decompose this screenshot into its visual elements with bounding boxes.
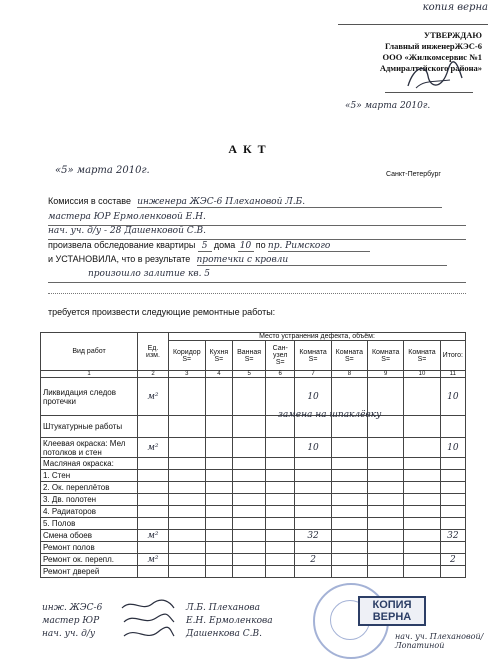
col-num: 5 — [233, 371, 266, 378]
empty-cell — [331, 566, 367, 578]
empty-cell — [404, 494, 440, 506]
empty-cell — [266, 554, 295, 566]
empty-cell — [233, 506, 266, 518]
col-num: 2 — [138, 371, 169, 378]
street-label: по — [255, 240, 266, 250]
total-cell — [440, 566, 465, 578]
empty-cell — [169, 470, 206, 482]
signature-right: нач. уч. Плехановой/Лопатиной — [395, 632, 484, 650]
col-num: 1 — [41, 371, 138, 378]
repair-label: требуется произвести следующие ремонтные работы: — [48, 307, 276, 317]
table-row — [41, 554, 466, 566]
room-1-cell — [295, 470, 331, 482]
empty-cell — [233, 378, 266, 416]
table-row — [41, 542, 466, 554]
result-cause: протечки с кровли — [197, 255, 447, 266]
table-row — [41, 530, 466, 542]
commission-member-1: инженера ЖЭС-6 Плехановой Л.Б. — [137, 197, 442, 208]
apartment-number: 5 — [198, 241, 212, 252]
table-row — [41, 438, 466, 458]
empty-cell — [368, 530, 404, 542]
work-name: 5. Полов — [41, 518, 138, 530]
city: Санкт-Петербург — [386, 171, 441, 178]
empty-cell — [331, 518, 367, 530]
empty-cell — [266, 494, 295, 506]
table-row — [41, 378, 466, 416]
empty-cell — [266, 542, 295, 554]
total-cell — [440, 482, 465, 494]
room-1-cell — [295, 542, 331, 554]
work-name: 1. Стен — [41, 470, 138, 482]
empty-cell — [233, 416, 266, 438]
empty-cell — [368, 470, 404, 482]
col-room-2: Комната S= — [331, 341, 367, 371]
empty-cell — [205, 378, 233, 416]
empty-cell — [404, 470, 440, 482]
document-title: АКТ — [228, 142, 272, 156]
act-date: «5» марта 2010г. — [55, 165, 150, 176]
unit-cell — [138, 470, 169, 482]
empty-cell — [169, 438, 206, 458]
empty-cell — [266, 470, 295, 482]
empty-cell — [331, 506, 367, 518]
table-row — [41, 416, 466, 438]
empty-cell — [404, 378, 440, 416]
total-cell — [440, 518, 465, 530]
table-row — [41, 482, 466, 494]
col-room-4: Комната S= — [404, 341, 440, 371]
work-name: 4. Радиаторов — [41, 506, 138, 518]
unit-cell: м² — [138, 378, 169, 416]
room-1-cell: 10 — [295, 438, 331, 458]
house-label: дома — [213, 240, 236, 250]
empty-cell — [404, 554, 440, 566]
header-unit: Ед. изм. — [138, 333, 169, 371]
empty-cell — [233, 494, 266, 506]
empty-cell — [331, 458, 367, 470]
empty-cell — [233, 566, 266, 578]
unit-cell — [138, 482, 169, 494]
col-corridor: Коридор S= — [169, 341, 206, 371]
unit-cell: м² — [138, 530, 169, 542]
empty-cell — [266, 530, 295, 542]
col-room-3: Комната S= — [368, 341, 404, 371]
work-name: Ремонт ок. перепл. — [41, 554, 138, 566]
total-cell: 2 — [440, 554, 465, 566]
empty-cell — [205, 458, 233, 470]
work-name: Масляная окраска: — [41, 458, 138, 470]
sig-role-1: инж. ЖЭС-6 — [42, 603, 103, 613]
empty-cell — [169, 458, 206, 470]
empty-cell — [233, 542, 266, 554]
empty-cell — [169, 378, 206, 416]
col-num: 4 — [205, 371, 233, 378]
work-name: Ремонт дверей — [41, 566, 138, 578]
empty-cell — [368, 438, 404, 458]
work-name: Смена обоев — [41, 530, 138, 542]
empty-cell — [331, 482, 367, 494]
col-num: 7 — [295, 371, 331, 378]
unit-cell: м² — [138, 554, 169, 566]
unit-cell — [138, 458, 169, 470]
empty-cell — [169, 566, 206, 578]
sig-name-3: Дашенкова С.В. — [186, 629, 262, 639]
copy-stamp — [358, 596, 426, 626]
empty-cell — [169, 482, 206, 494]
result-line — [48, 254, 466, 268]
table-row — [41, 518, 466, 530]
empty-cell — [233, 554, 266, 566]
empty-cell — [233, 518, 266, 530]
result-effect: произошло залитие кв. 5 — [48, 269, 466, 283]
empty-cell — [169, 494, 206, 506]
header-place: Место устранения дефекта, объём: — [169, 333, 466, 341]
col-wc: Сан-узел S= — [266, 341, 295, 371]
row-note: замена на шпаклёвку — [278, 410, 382, 420]
empty-cell — [266, 566, 295, 578]
sig-name-1: Л.Б. Плеханова — [186, 603, 261, 613]
empty-cell — [266, 438, 295, 458]
header-work: Вид работ — [41, 333, 138, 371]
table-row — [41, 566, 466, 578]
room-1-cell — [295, 482, 331, 494]
sig-role-3: нач. уч. д/у — [42, 629, 96, 639]
table-row — [41, 458, 466, 470]
column-numbers — [41, 371, 466, 378]
commission-label: Комиссия в составе — [48, 196, 131, 206]
signature-roles — [42, 602, 102, 641]
empty-cell — [404, 518, 440, 530]
empty-cell — [368, 518, 404, 530]
approval-date: «5» марта 2010г. — [345, 101, 431, 111]
empty-cell — [404, 566, 440, 578]
empty-cell — [169, 416, 206, 438]
empty-cell — [233, 458, 266, 470]
copy-stamp-line-1: КОПИЯ — [372, 599, 412, 611]
commission-line-1 — [48, 196, 466, 210]
empty-cell — [331, 554, 367, 566]
empty-cell — [266, 458, 295, 470]
empty-cell — [331, 542, 367, 554]
col-num: 10 — [404, 371, 440, 378]
empty-cell — [233, 438, 266, 458]
unit-cell: м² — [138, 438, 169, 458]
empty-cell — [205, 438, 233, 458]
copy-stamp-line-2: ВЕРНА — [372, 611, 412, 623]
approver-position: Главный инженерЖЭС-6 — [384, 41, 482, 51]
signature-scribbles — [118, 598, 178, 644]
empty-cell — [404, 506, 440, 518]
col-num: 3 — [169, 371, 206, 378]
empty-cell — [205, 470, 233, 482]
street-name: пр. Римского — [268, 241, 370, 252]
unit-cell — [138, 542, 169, 554]
empty-cell — [368, 554, 404, 566]
col-bath: Ванная S= — [233, 341, 266, 371]
empty-cell — [331, 470, 367, 482]
room-1-cell: 2 — [295, 554, 331, 566]
work-name: Ликвидация следов протечки — [41, 378, 138, 416]
table-row — [41, 470, 466, 482]
empty-cell — [205, 482, 233, 494]
table-body — [41, 378, 466, 578]
unit-cell — [138, 416, 169, 438]
empty-cell — [368, 482, 404, 494]
total-cell — [440, 416, 465, 438]
empty-cell — [266, 482, 295, 494]
unit-cell — [138, 566, 169, 578]
col-kitchen: Кухня S= — [205, 341, 233, 371]
empty-cell — [368, 506, 404, 518]
room-1-cell — [295, 458, 331, 470]
empty-cell — [233, 530, 266, 542]
unit-cell — [138, 494, 169, 506]
room-1-cell — [295, 494, 331, 506]
approver-sign-line — [385, 74, 473, 93]
inspection-label: произвела обследование квартиры — [48, 240, 196, 250]
empty-cell — [404, 530, 440, 542]
empty-cell — [205, 554, 233, 566]
total-cell — [440, 494, 465, 506]
col-room-1: Комната S= — [295, 341, 331, 371]
empty-cell — [205, 530, 233, 542]
work-name: Клеевая окраска: Мел потолков и стен — [41, 438, 138, 458]
unit-cell — [138, 518, 169, 530]
empty-cell — [331, 530, 367, 542]
empty-cell — [266, 518, 295, 530]
empty-cell — [404, 438, 440, 458]
empty-cell — [169, 542, 206, 554]
room-1-cell — [295, 518, 331, 530]
col-total: Итого: — [440, 341, 465, 371]
work-name: 3. Дв. полотен — [41, 494, 138, 506]
work-name: 2. Ок. переплётов — [41, 482, 138, 494]
work-name: Штукатурные работы — [41, 416, 138, 438]
inspection-line — [48, 240, 466, 253]
total-cell: 10 — [440, 438, 465, 458]
total-cell — [440, 458, 465, 470]
col-num: 6 — [266, 371, 295, 378]
commission-member-2: мастера ЮР Ермоленковой Е.Н. — [48, 212, 466, 226]
empty-cell — [169, 518, 206, 530]
sig-name-2: Е.Н. Ермоленкова — [186, 616, 273, 626]
col-num: 8 — [331, 371, 367, 378]
total-cell: 10 — [440, 378, 465, 416]
col-num: 11 — [440, 371, 465, 378]
repair-table — [40, 332, 466, 578]
empty-cell — [205, 566, 233, 578]
empty-cell — [368, 566, 404, 578]
result-label: и УСТАНОВИЛА, что в результате — [48, 254, 191, 264]
approve-label: УТВЕРЖДАЮ — [423, 30, 482, 40]
total-cell: 32 — [440, 530, 465, 542]
empty-cell — [331, 494, 367, 506]
empty-cell — [233, 482, 266, 494]
empty-cell — [368, 542, 404, 554]
empty-cell — [404, 416, 440, 438]
empty-cell — [205, 416, 233, 438]
commission-member-3: нач. уч. д/у - 28 Дашенковой С.В. — [48, 226, 466, 240]
empty-cell — [169, 506, 206, 518]
room-1-cell — [295, 566, 331, 578]
empty-cell — [205, 542, 233, 554]
room-1-cell: 32 — [295, 530, 331, 542]
total-cell — [440, 470, 465, 482]
top-handwritten-note: копия верна — [338, 2, 488, 25]
empty-cell — [404, 458, 440, 470]
room-1-cell — [295, 506, 331, 518]
empty-cell — [331, 438, 367, 458]
empty-cell — [368, 458, 404, 470]
empty-cell — [404, 482, 440, 494]
room-1-cell: 10 — [295, 378, 331, 416]
blank-line — [48, 292, 466, 294]
empty-cell — [169, 530, 206, 542]
total-cell — [440, 506, 465, 518]
approver-org: ООО «Жилкомсервис №1 — [382, 52, 482, 62]
empty-cell — [368, 494, 404, 506]
empty-cell — [233, 470, 266, 482]
table-row — [41, 494, 466, 506]
empty-cell — [205, 506, 233, 518]
col-num: 9 — [368, 371, 404, 378]
approver-district: Адмиралтейского района» — [379, 63, 482, 73]
total-cell — [440, 542, 465, 554]
empty-cell — [266, 506, 295, 518]
work-name: Ремонт полов — [41, 542, 138, 554]
unit-cell — [138, 506, 169, 518]
house-number: 10 — [238, 241, 254, 252]
signature-names — [166, 602, 273, 641]
empty-cell — [205, 494, 233, 506]
empty-cell — [404, 542, 440, 554]
sig-role-2: мастер ЮР — [42, 616, 100, 626]
table-row — [41, 506, 466, 518]
empty-cell — [205, 518, 233, 530]
empty-cell — [169, 554, 206, 566]
